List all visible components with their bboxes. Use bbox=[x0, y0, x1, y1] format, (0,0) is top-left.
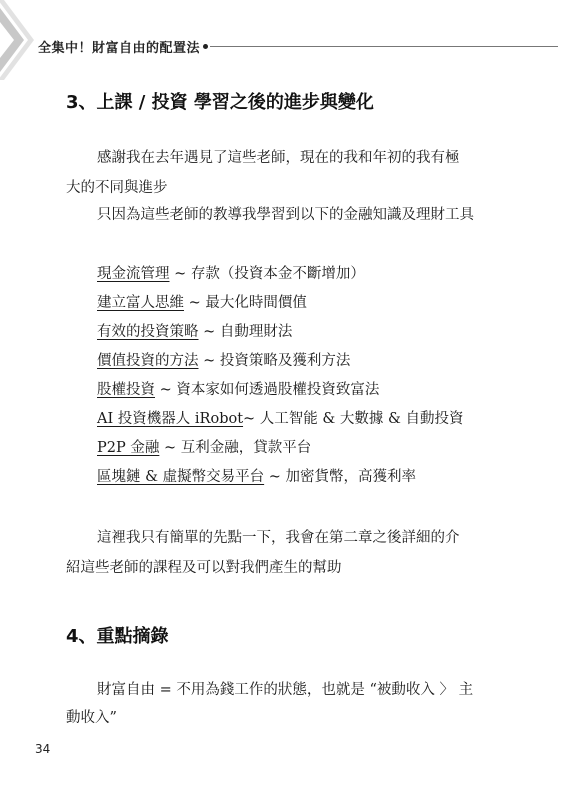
section-4-paragraph-1-line-1: 財富自由 = 不用為錢工作的狀態，也就是 “被動收入 〉 主 bbox=[97, 682, 474, 698]
list-item-term: 現金流管理 bbox=[97, 266, 170, 282]
list-item-term: 區塊鏈 & 虛擬幣交易平台 bbox=[97, 469, 265, 485]
list-item-term: AI 投資機器人 iRobot bbox=[97, 411, 244, 427]
section-3-paragraph-1-line-1: 感謝我在去年遇見了這些老師，現在的我和年初的我有極 bbox=[97, 150, 460, 166]
section-3-paragraph-3-line-2: 紹這些老師的課程及可以對我們產生的幫助 bbox=[66, 560, 342, 576]
list-item-description: ~ 加密貨幣，高獲利率 bbox=[264, 469, 416, 485]
list-item-term: 建立富人思維 bbox=[97, 295, 184, 311]
list-item-description: ~ 人工智能 & 大數據 & 自動投資 bbox=[243, 411, 464, 427]
list-item-term: 價值投資的方法 bbox=[97, 353, 199, 369]
list-item bbox=[97, 351, 350, 371]
list-item-term: P2P 金融 bbox=[97, 440, 160, 456]
section-4-paragraph-1-line-2: 動收入” bbox=[66, 710, 117, 726]
list-item-description: ~ 存款（投資本金不斷增加） bbox=[169, 266, 365, 282]
header-rule bbox=[210, 46, 558, 47]
list-item-description: ~ 最大化時間價值 bbox=[184, 295, 307, 311]
list-item-term: 股權投資 bbox=[97, 382, 155, 398]
list-item-description: ~ 資本家如何透過股權投資致富法 bbox=[155, 382, 380, 398]
list-item-description: ~ 自動理財法 bbox=[198, 324, 293, 340]
header-dot-ornament bbox=[203, 44, 208, 49]
list-item-description: ~ 投資策略及獲利方法 bbox=[198, 353, 351, 369]
list-item-term: 有效的投資策略 bbox=[97, 324, 199, 340]
page-number: 34 bbox=[35, 742, 51, 756]
list-item bbox=[97, 409, 464, 429]
section-3-paragraph-3-line-1: 這裡我只有簡單的先點一下，我會在第二章之後詳細的介 bbox=[97, 530, 460, 546]
running-header bbox=[38, 37, 558, 56]
section-3-paragraph-1-line-2: 大的不同與進步 bbox=[66, 180, 168, 196]
list-item bbox=[97, 293, 307, 313]
list-item-description: ~ 互利金融，貸款平台 bbox=[159, 440, 312, 456]
list-item bbox=[97, 380, 379, 400]
section-3-paragraph-2: 只因為這些老師的教導我學習到以下的金融知識及理財工具 bbox=[97, 207, 474, 223]
list-item bbox=[97, 438, 311, 458]
running-header-title: 全集中！財富自由的配置法 bbox=[38, 41, 201, 56]
list-item bbox=[97, 264, 365, 284]
list-item bbox=[97, 467, 416, 487]
corner-chevron-decoration bbox=[0, 0, 40, 80]
section-4-heading: 4、重點摘錄 bbox=[66, 626, 169, 647]
section-3-heading: 3、上課 / 投資 學習之後的進步與變化 bbox=[66, 92, 374, 113]
list-item bbox=[97, 322, 292, 342]
